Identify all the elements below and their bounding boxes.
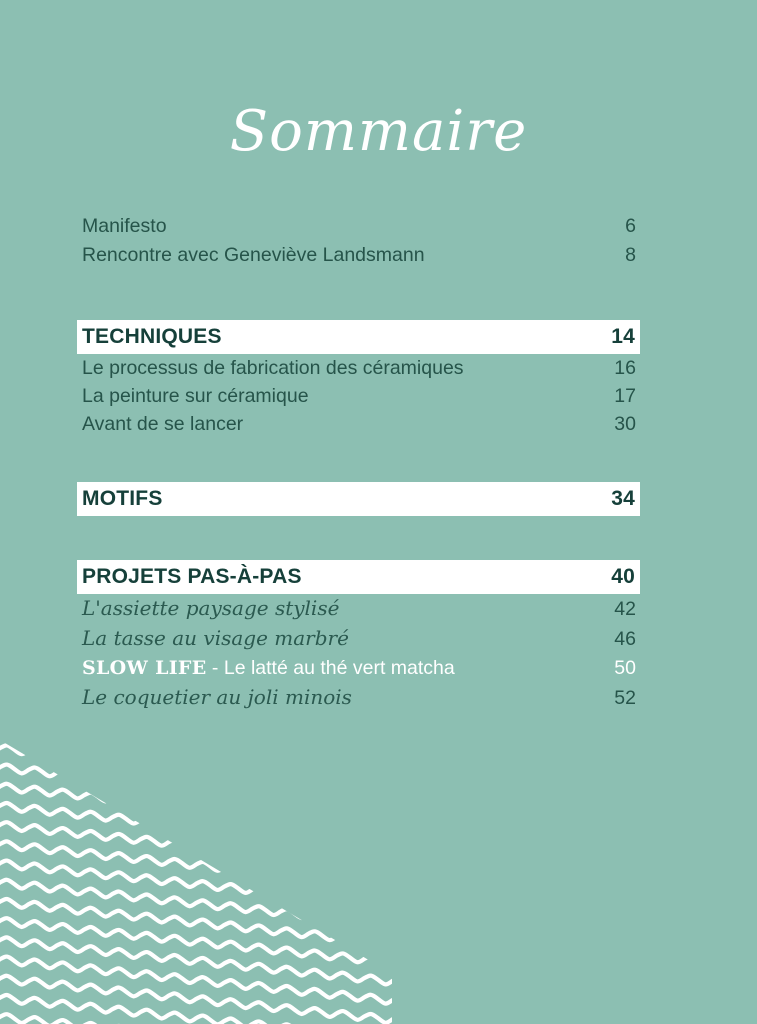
toc-entry-label: L'assiette paysage stylisé [82, 596, 340, 620]
toc-entry-label: Avant de se lancer [82, 413, 244, 435]
table-of-contents [77, 212, 640, 713]
toc-entry-label: Manifesto [82, 215, 167, 237]
wave-line [0, 800, 392, 856]
wave-line [0, 819, 392, 875]
toc-entry-manifesto[interactable] [77, 212, 640, 241]
toc-entry-label: La peinture sur céramique [82, 385, 309, 407]
spacer [77, 270, 640, 320]
wave-line [0, 723, 392, 779]
toc-section-motifs[interactable] [77, 482, 640, 516]
toc-entry-label: La tasse au visage marbré [82, 626, 349, 650]
toc-entry-label [82, 654, 455, 683]
wave-pattern-svg [0, 722, 392, 1024]
toc-entry-rencontre[interactable] [77, 241, 640, 270]
toc-entry-page: 46 [614, 628, 636, 650]
wave-pattern-decoration [0, 722, 392, 1024]
toc-entry-page: 52 [614, 687, 636, 709]
toc-entry-peinture[interactable] [77, 382, 640, 410]
toc-entry-page: 8 [625, 244, 636, 266]
toc-section-label: MOTIFS [82, 487, 163, 510]
wave-line [0, 858, 392, 914]
toc-entry-page: 17 [614, 385, 636, 407]
toc-entry-label: Le coquetier au joli minois [82, 685, 352, 709]
toc-entry-page: 6 [625, 215, 636, 237]
toc-entry-coquetier[interactable] [77, 683, 640, 713]
wave-line [0, 1011, 392, 1024]
toc-entry-avant-de-se-lancer[interactable] [77, 410, 640, 438]
toc-entry-assiette[interactable] [77, 594, 640, 624]
toc-section-page: 40 [611, 565, 635, 588]
toc-section-label: PROJETS PAS-À-PAS [82, 565, 302, 588]
toc-entry-slow-life[interactable] [77, 654, 640, 683]
toc-entry-processus[interactable] [77, 354, 640, 382]
toc-entry-label: Le processus de fabrication des céramiques [82, 357, 464, 379]
toc-entry-label: Rencontre avec Geneviève Landsmann [82, 244, 425, 266]
spacer [77, 438, 640, 482]
wave-line [0, 781, 392, 837]
wave-line [0, 762, 392, 818]
slow-life-brand: SLOW LIFE [82, 657, 207, 679]
wave-line [0, 896, 392, 952]
wave-line [0, 722, 392, 760]
wave-line [0, 838, 392, 894]
toc-entry-tasse[interactable] [77, 624, 640, 654]
slow-life-subtitle: - Le latté au thé vert matcha [206, 657, 455, 679]
toc-section-projets[interactable] [77, 560, 640, 594]
wave-line [0, 973, 392, 1024]
wave-line [0, 877, 392, 933]
wave-line [0, 992, 392, 1024]
toc-entry-page: 30 [614, 413, 636, 435]
wave-line [0, 722, 392, 741]
page-title: Sommaire [229, 99, 528, 164]
toc-section-label: TECHNIQUES [82, 325, 222, 348]
wave-line [0, 742, 392, 798]
toc-entry-page: 50 [614, 657, 636, 679]
wave-line [0, 954, 392, 1010]
toc-entry-page: 16 [614, 357, 636, 379]
wave-line [0, 934, 392, 990]
spacer [77, 516, 640, 560]
toc-entry-page: 42 [614, 598, 636, 620]
wave-lines [0, 722, 392, 1024]
toc-section-page: 14 [611, 325, 635, 348]
wave-line [0, 915, 392, 971]
toc-section-techniques[interactable] [77, 320, 640, 354]
toc-section-page: 34 [611, 487, 635, 510]
